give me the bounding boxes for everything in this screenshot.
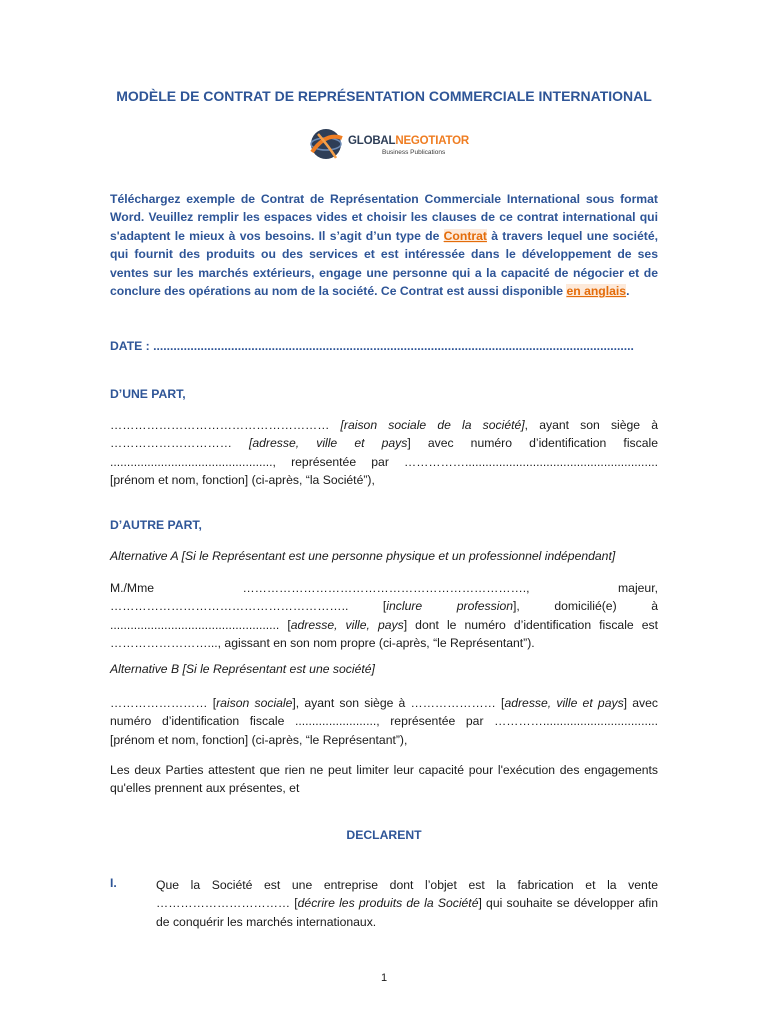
date-line: DATE : ..............................................................................................................................................	[110, 339, 634, 353]
item-1-text: Que la Société est une entreprise dont l’objet est la fabrication et la vente …………………………… [décrire les produits de la Société] qui souhaite se développer afin de conquérir les marchés internationaux.	[156, 878, 658, 929]
alternative-b-label: Alternative B [Si le Représentant est une société]	[110, 662, 375, 676]
document-title: MODÈLE DE CONTRAT DE REPRÉSENTATION COMMERCIALE INTERNATIONAL	[116, 88, 652, 104]
globe-icon	[306, 124, 346, 164]
intro-paragraph: Téléchargez exemple de Contrat de Représentation Commerciale International sous format Word. Veuillez remplir les espaces vides et choisir les clauses de ce contrat international qui s'adaptent le mieux à vos besoins. Il s’agit d’un type de Contrat à travers lequel une société, qui fournit des produits ou des services et est intéressée dans le développement de ses ventes sur les marchés extérieurs, engage une personne qui a la capacité de négocier et de conclure des opérations au nom de la société. Ce Contrat est aussi disponible en anglais.	[110, 192, 659, 299]
logo-subtitle: Business Publications	[382, 149, 446, 156]
page-number: 1	[380, 972, 388, 984]
alternative-b-paragraph: …………………… [raison sociale], ayant son siège à ………………… [adresse, ville et pays] avec numéro d’identification fiscale ........................, représentée par ………….................................. [prénom et nom, fonction] (ci-après, “le Représentant”),	[110, 696, 658, 747]
contrat-link[interactable]: Contrat	[443, 228, 487, 243]
item-1-number: I.	[110, 876, 117, 890]
english-version-link[interactable]: en anglais	[566, 284, 627, 299]
logo-wordmark: GLOBALNEGOTIATOR	[348, 135, 469, 147]
global-negotiator-logo	[304, 122, 469, 166]
alternative-a-label: Alternative A [Si le Représentant est une personne physique et un professionnel indépendant]	[110, 549, 616, 563]
alternative-a-paragraph: M./Mme ……………………………………………………………., majeur, ………………………………………………….. [inclure profession], domicilié(e) à .................................................. [adresse, ville, pays] dont le numéro d’identification fiscale est ……………………..., agissant en son nom propre (ci-après, “le Représentant”).	[110, 581, 658, 651]
une-part-heading: D’UNE PART,	[110, 387, 186, 401]
declarent-heading: DECLARENT	[346, 828, 422, 842]
autre-part-heading: D’AUTRE PART,	[110, 518, 202, 532]
une-part-paragraph: ……………………………………………… [raison sociale de la société], ayant son siège à ………………………… [adresse, ville et pays] avec numéro d’identification fiscale ................................................, représentée par ……………......................................................... [prénom et nom, fonction] (ci-après, “la Société”),	[110, 418, 659, 488]
attest-paragraph: Les deux Parties attestent que rien ne peut limiter leur capacité pour l'exécution des engagements qu'elles prennent aux présentes, et	[110, 763, 658, 796]
